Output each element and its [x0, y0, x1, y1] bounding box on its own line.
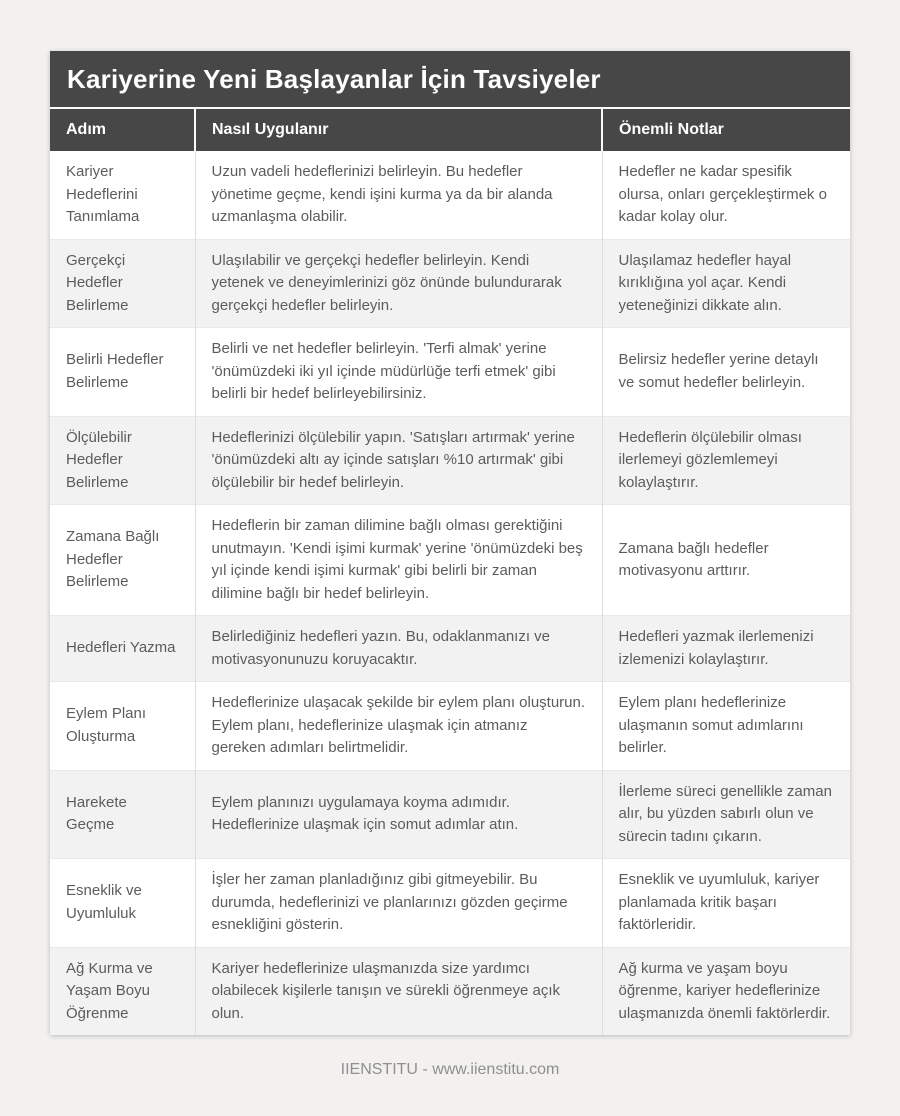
- table-row: [50, 770, 850, 859]
- cell-how: Kariyer hedeflerinize ulaşmanızda size yardımcı olabilecek kişilerle tanışın ve sürekli öğrenmeye açık olun.: [195, 947, 602, 1035]
- cell-notes: Hedefler ne kadar spesifik olursa, onları gerçekleştirmek o kadar kolay olur.: [602, 151, 850, 239]
- column-header-step: Adım: [50, 109, 195, 151]
- cell-notes: Ulaşılamaz hedefler hayal kırıklığına yol açar. Kendi yeteneğinizi dikkate alın.: [602, 239, 850, 328]
- footer-branding: IIENSTITU - www.iienstitu.com: [340, 1061, 560, 1078]
- table-row: [50, 328, 850, 417]
- cell-how: Ulaşılabilir ve gerçekçi hedefler belirleyin. Kendi yetenek ve deneyimlerinizi göz önünde bulundurarak gerçekçi hedefler belirleyin.: [195, 239, 602, 328]
- cell-notes: Eylem planı hedeflerinize ulaşmanın somut adımlarını belirler.: [602, 682, 850, 771]
- cell-notes: Hedefleri yazmak ilerlemenizi izlemenizi kolaylaştırır.: [602, 616, 850, 682]
- cell-step: Gerçekçi Hedefler Belirleme: [50, 239, 195, 328]
- page-title: Kariyerine Yeni Başlayanlar İçin Tavsiyeler: [50, 51, 850, 109]
- cell-step: Belirli Hedefler Belirleme: [50, 328, 195, 417]
- advice-table: [50, 109, 850, 1035]
- column-header-notes: Önemli Notlar: [602, 109, 850, 151]
- advice-table-card: [50, 51, 850, 1035]
- cell-how: İşler her zaman planladığınız gibi gitmeyebilir. Bu durumda, hedeflerinizi ve planlarınızı gözden geçirme esnekliğini gösterin.: [195, 859, 602, 948]
- cell-how: Hedeflerinize ulaşacak şekilde bir eylem planı oluşturun. Eylem planı, hedeflerinize ulaşmak için atmanız gereken adımları belirtmelidir.: [195, 682, 602, 771]
- header-row: [50, 109, 850, 151]
- column-header-how: Nasıl Uygulanır: [195, 109, 602, 151]
- table-row: [50, 416, 850, 505]
- table-row: [50, 616, 850, 682]
- cell-how: Eylem planınızı uygulamaya koyma adımıdır. Hedeflerinize ulaşmak için somut adımlar atın.: [195, 770, 602, 859]
- cell-notes: Zamana bağlı hedefler motivasyonu arttırır.: [602, 505, 850, 616]
- cell-step: Ölçülebilir Hedefler Belirleme: [50, 416, 195, 505]
- cell-how: Belirlediğiniz hedefleri yazın. Bu, odaklanmanızı ve motivasyonunuzu koruyacaktır.: [195, 616, 602, 682]
- table-row: [50, 859, 850, 948]
- cell-how: Hedeflerinizi ölçülebilir yapın. 'Satışları artırmak' yerine 'önümüzdeki altı ay içinde satışları %10 artırmak' gibi ölçülebilir bir hedef belirleyin.: [195, 416, 602, 505]
- cell-step: Ağ Kurma ve Yaşam Boyu Öğrenme: [50, 947, 195, 1035]
- cell-how: Hedeflerin bir zaman dilimine bağlı olması gerektiğini unutmayın. 'Kendi işimi kurmak' yerine 'önümüzdeki beş yıl içinde kendi işimi kurmak' gibi belirli bir zaman dilimine bağlı bir hedef belirleyin.: [195, 505, 602, 616]
- cell-step: Esneklik ve Uyumluluk: [50, 859, 195, 948]
- cell-how: Belirli ve net hedefler belirleyin. 'Terfi almak' yerine 'önümüzdeki iki yıl içinde müdürlüğe terfi etmek' gibi belirli bir hedef belirleyebilirsiniz.: [195, 328, 602, 417]
- cell-step: Eylem Planı Oluşturma: [50, 682, 195, 771]
- cell-notes: Belirsiz hedefler yerine detaylı ve somut hedefler belirleyin.: [602, 328, 850, 417]
- cell-notes: Hedeflerin ölçülebilir olması ilerlemeyi gözlemlemeyi kolaylaştırır.: [602, 416, 850, 505]
- cell-notes: İlerleme süreci genellikle zaman alır, bu yüzden sabırlı olun ve sürecin tadını çıkarın.: [602, 770, 850, 859]
- table-row: [50, 682, 850, 771]
- cell-step: Kariyer Hedeflerini Tanımlama: [66, 163, 140, 225]
- cell-step: Harekete Geçme: [50, 770, 195, 859]
- table-header: [50, 109, 850, 151]
- cell-how: Uzun vadeli hedeflerinizi belirleyin. Bu hedefler yönetime geçme, kendi işini kurma ya da bir alanda uzmanlaşma olabilir.: [195, 151, 602, 239]
- cell-step: Hedefleri Yazma: [50, 616, 195, 682]
- table-row: [50, 239, 850, 328]
- table-row: [50, 151, 850, 239]
- table-body: [50, 151, 850, 1035]
- table-row: [50, 947, 850, 1035]
- cell-notes: Ağ kurma ve yaşam boyu öğrenme, kariyer hedeflerinize ulaşmanızda önemli faktörlerdir.: [602, 947, 850, 1035]
- table-row: [50, 505, 850, 616]
- cell-step: Zamana Bağlı Hedefler Belirleme: [50, 505, 195, 616]
- cell-notes: Esneklik ve uyumluluk, kariyer planlamada kritik başarı faktörleridir.: [602, 859, 850, 948]
